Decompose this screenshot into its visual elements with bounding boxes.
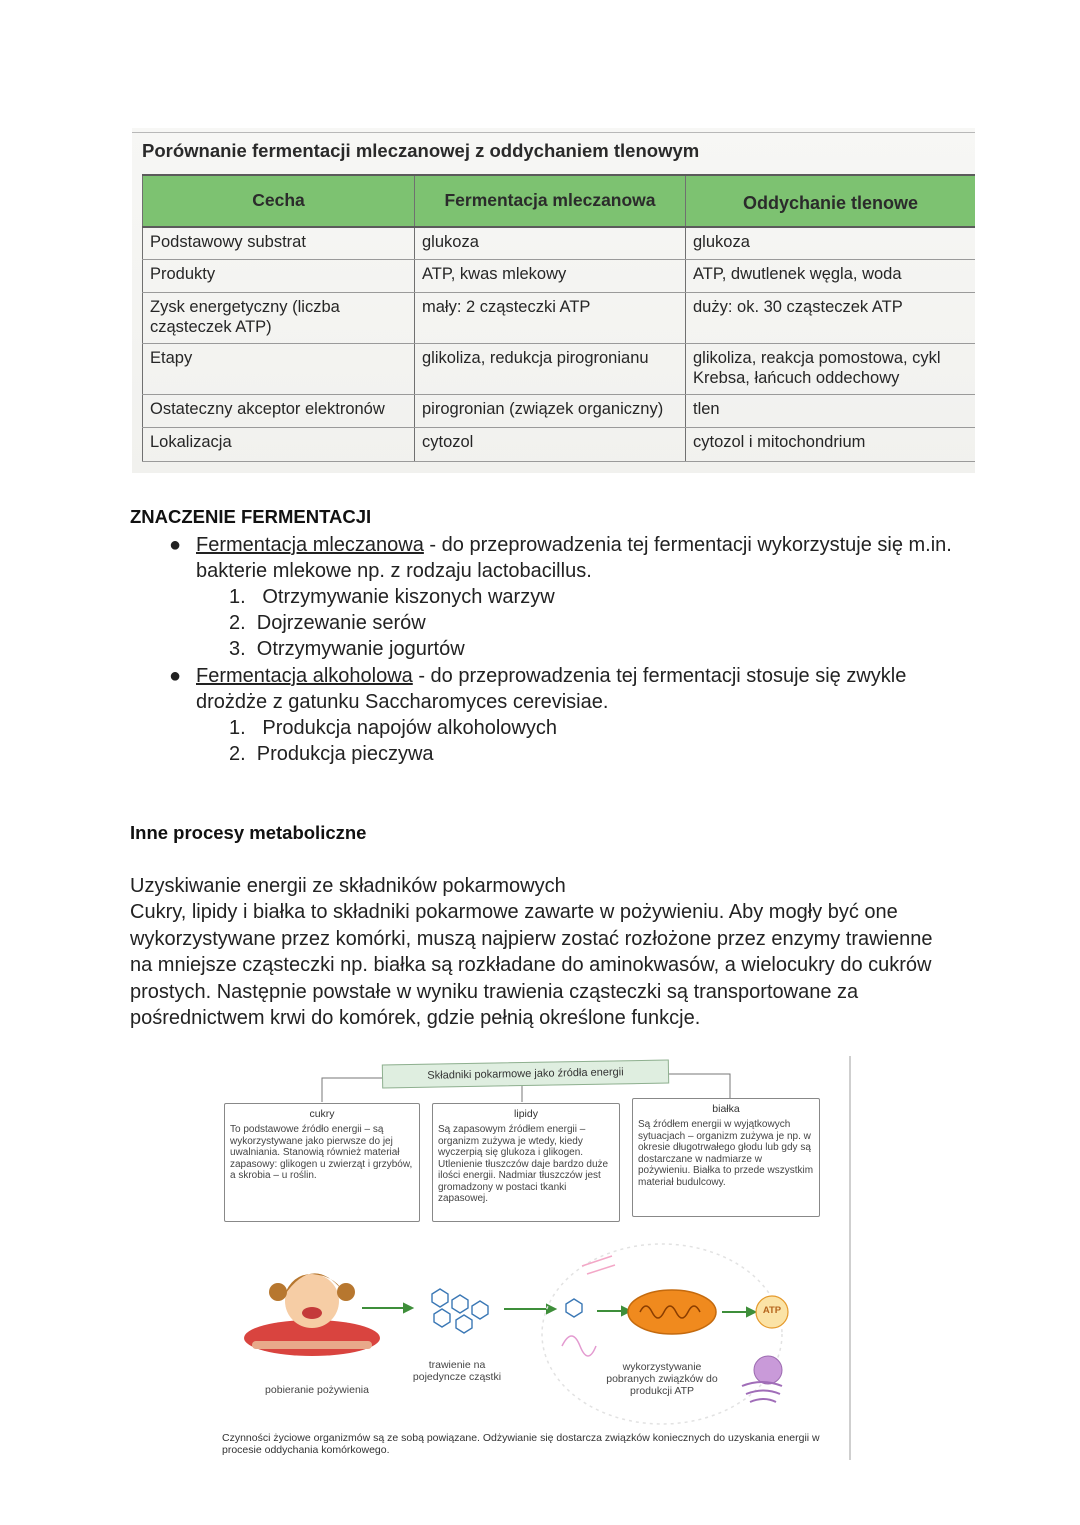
- figure-caption: Czynności życiowe organizmów są ze sobą powiązane. Odżywianie się dostarcza związków koniecznych do uzyskania energii w procesie oddychania komórkowego.: [222, 1432, 820, 1456]
- list-item-text: Otrzymywanie kiszonych warzyw: [262, 586, 555, 608]
- box-heading: lipidy: [514, 1108, 538, 1120]
- figure-title: Składniki pokarmowe jako źródła energii: [382, 1059, 669, 1088]
- table-row: [142, 260, 975, 293]
- list-item: 3. Otrzymywanie jogurtów: [229, 638, 465, 660]
- header-cell: Cecha: [142, 176, 415, 226]
- divider: [132, 132, 975, 133]
- table-cell: glukoza: [693, 233, 750, 251]
- subheading-line: Uzyskiwanie energii ze składników pokarmowych: [130, 875, 566, 897]
- table-row: [142, 344, 975, 395]
- term-link: Fermentacja mleczanowa: [196, 534, 424, 556]
- nutrient-box-lipids: [432, 1103, 620, 1222]
- table-cell: Zysk energetyczny (liczba cząsteczek ATP): [142, 293, 415, 343]
- table-cell: Ostateczny akceptor elektronów: [142, 395, 415, 427]
- intake-label: pobieranie pożywienia: [265, 1384, 369, 1396]
- table-header-row: [142, 174, 975, 228]
- table-cell: glikoliza, reakcja pomostowa, cykl Krebsa, łańcuch oddechowy: [693, 349, 941, 387]
- nutrient-box-sugars: [224, 1103, 420, 1222]
- bullet-text: - do przeprowadzenia tej fermentacji stosuje się zwykle drożdże z gatunku Saccharomyces cerevisiae.: [196, 665, 907, 713]
- table-cell: cytozol i mitochondrium: [693, 433, 866, 451]
- list-item-text: Otrzymywanie jogurtów: [256, 638, 465, 660]
- table-row: [142, 293, 975, 344]
- table-cell: glikoliza, redukcja pirogronianu: [415, 344, 686, 394]
- list-item-text: Dojrzewanie serów: [256, 612, 426, 634]
- table-row: [142, 395, 975, 428]
- table-cell: mały: 2 cząsteczki ATP: [415, 293, 686, 343]
- comparison-table: [142, 174, 975, 462]
- list-item: 2. Produkcja pieczywa: [229, 743, 434, 765]
- term-link: Fermentacja alkoholowa: [196, 665, 413, 687]
- table-cell: Etapy: [142, 344, 415, 394]
- table-cell: Podstawowy substrat: [142, 228, 415, 259]
- table-cell: ATP, dwutlenek węgla, woda: [693, 265, 902, 283]
- comparison-table-scan: [132, 128, 975, 473]
- section-heading: ZNACZENIE FERMENTACJI: [130, 506, 372, 527]
- table-cell: ATP, kwas mlekowy: [415, 260, 686, 292]
- section-heading: Inne procesy metaboliczne: [130, 822, 367, 843]
- box-heading: cukry: [309, 1108, 335, 1120]
- list-item: 1. Otrzymywanie kiszonych warzyw: [229, 586, 555, 608]
- bullet-item: [196, 532, 956, 584]
- table-cell: glukoza: [415, 228, 686, 259]
- header-cell: Oddychanie tlenowe: [742, 193, 919, 213]
- usage-label: wykorzystywanie pobranych związków do produkcji ATP: [606, 1361, 718, 1397]
- table-cell: Lokalizacja: [142, 428, 415, 461]
- bullet-icon: ●: [169, 665, 182, 687]
- list-item-text: Produkcja napojów alkoholowych: [262, 717, 557, 739]
- table-cell: pirogronian (związek organiczny): [415, 395, 686, 427]
- paragraph: Cukry, lipidy i białka to składniki pokarmowe zawarte w pożywieniu. Aby mogły być one wykorzystywane przez komórki, muszą najpierw zostać rozłożone przez enzymy trawienne na mniejsze cząsteczki np. białka są rozkładane do aminokwasów, a wielocukry do cukrów prostych. Następnie powstałe w wyniku trawienia cząsteczki są transportowane za pośrednictwem krwi do komórek, gdzie pełnią określone funkcje.: [130, 901, 933, 1029]
- table-cell: cytozol: [415, 428, 686, 461]
- header-cell: Fermentacja mleczanowa: [415, 176, 686, 226]
- box-text: Są źródłem energii w wyjątkowych sytuacjach – organizm zużywa je np. w okresie długotrwałego głodu lub gdy są dostarczane w nadmiarze w pożywieniu. Białka to przede wszystkim materiał budulcowy.: [638, 1119, 814, 1188]
- table-cell: tlen: [693, 400, 720, 418]
- nutrients-figure: [222, 1056, 852, 1460]
- list-item-text: Produkcja pieczywa: [256, 743, 434, 765]
- nutrient-box-proteins: [632, 1098, 820, 1217]
- table-cell: duży: ok. 30 cząsteczek ATP: [693, 298, 903, 316]
- box-text: To podstawowe źródło energii – są wykorzystywane jako pierwsze do jej uwalniania. Stanowią również materiał zapasowy: glikogen u zwierząt i grzybów, a skrobia – u roślin.: [230, 1124, 413, 1181]
- atp-label: ATP: [762, 1305, 782, 1316]
- box-text: Są zapasowym źródłem energii – organizm zużywa je wtedy, kiedy wyczerpią się glukoza i glikogen. Utlenienie tłuszczów daje bardzo duże ilości energii. Nadmiar tłuszczów jest gromadzony w postaci tkanki zapasowej.: [438, 1124, 609, 1204]
- bullet-text: - do przeprowadzenia tej fermentacji wykorzystuje się m.in. bakterie mlekowe np. z rodzaju lactobacillus.: [196, 534, 952, 582]
- digestion-label: trawienie na pojedyncze cząstki: [412, 1359, 502, 1383]
- table-cell: Produkty: [142, 260, 415, 292]
- list-item: 2. Dojrzewanie serów: [229, 612, 426, 634]
- bullet-icon: ●: [169, 534, 182, 556]
- bullet-item: [196, 663, 956, 715]
- list-item: 1. Produkcja napojów alkoholowych: [229, 717, 557, 739]
- box-heading: białka: [712, 1103, 740, 1115]
- table-title: Porównanie fermentacji mleczanowej z oddychaniem tlenowym: [142, 140, 700, 161]
- table-row: [142, 228, 975, 260]
- table-row: [142, 428, 975, 462]
